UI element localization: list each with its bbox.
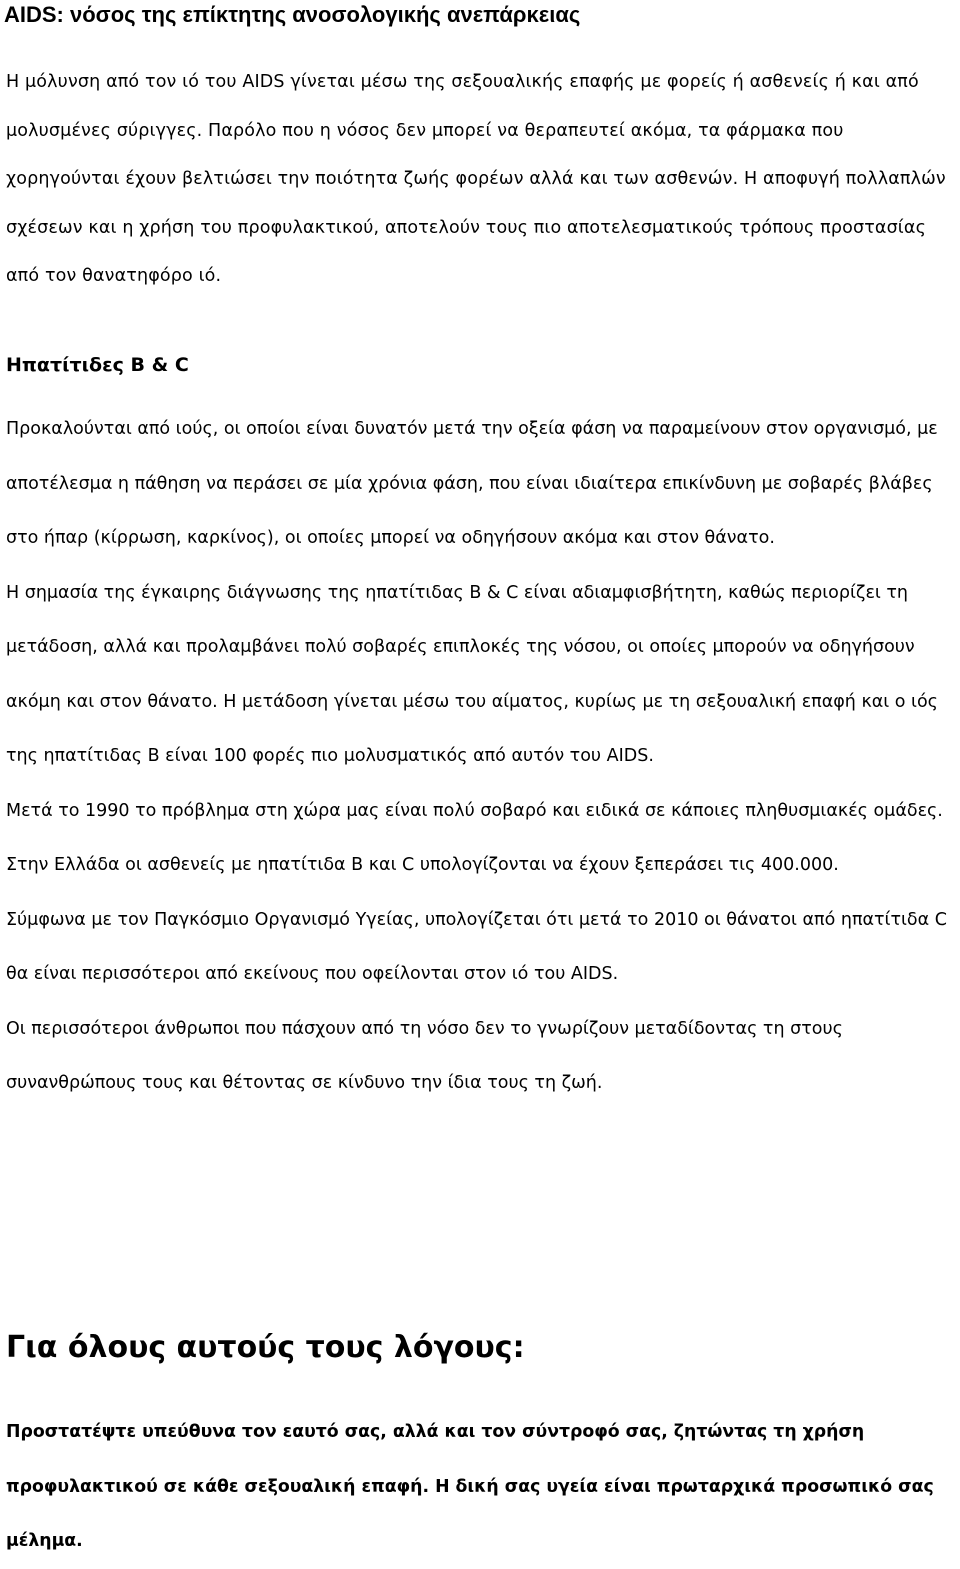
hepatitis-paragraph-1: Προκαλούνται από ιούς, οι οποίοι είναι δυνατόν μετά την οξεία φάση να παραμείνουν στον οργανισμό, με αποτέλεσμα η πάθηση να περάσει σε μία χρόνια φάση, που είναι ιδιαίτερα επικίνδυνη με σοβαρές βλάβες στο ήπαρ (κίρρωση, καρκίνος), οι οποίες μπορεί να οδηγήσουν ακόμα και στον θάνατο.: [6, 419, 938, 548]
hepatitis-paragraph-2: Η σημασία της έγκαιρης διάγνωσης της ηπατίτιδας Β & C είναι αδιαμφισβήτητη, καθώς περιορίζει τη μετάδοση, αλλά και προλαμβάνει πολύ σοβαρές επιπλοκές της νόσου, οι οποίες μπορούν να οδηγήσουν ακόμη και στον θάνατο. Η μετάδοση γίνεται μέσω του αίματος, κυρίως με τη σεξουαλική επαφή και ο ιός της ηπατίτιδας Β είναι 100 φορές πιο μολυσματικός από αυτόν του AIDS.: [6, 582, 938, 766]
hepatitis-paragraph-4: Στην Ελλάδα οι ασθενείς με ηπατίτιδα Β και C υπολογίζονται να έχουν ξεπεράσει τις 400.000.: [6, 855, 839, 875]
hepatitis-paragraph-3: Μετά το 1990 το πρόβλημα στη χώρα μας είναι πολύ σοβαρό και ειδικά σε κάποιες πληθυσμιακές ομάδες.: [6, 800, 943, 821]
hepatitis-body: [6, 402, 958, 1111]
aids-paragraph: Η μόλυνση από τον ιό του AIDS γίνεται μέσω της σεξουαλικής επαφής με φορείς ή ασθενείς ή και από μολυσμένες σύριγγες. Παρόλο που η νόσος δεν μπορεί να θεραπευτεί ακόμα, τα φάρμακα που χορηγούνται έχουν βελτιώσει την ποιότητα ζωής φορέων αλλά και των ασθενών. Η αποφυγή πολλαπλών σχέσεων και η χρήση του προφυλακτικού, αποτελούν τους πιο αποτελεσματικούς τρόπους προστασίας από τον θανατηφόρο ιό.: [6, 72, 946, 286]
closing-paragraph: Προστατέψτε υπεύθυνα τον εαυτό σας, αλλά και τον σύντροφό σας, ζητώντας τη χρήση προφυλακτικού σε κάθε σεξουαλική επαφή. Η δική σας υγεία είναι πρωταρχικά προσωπικό σας μέλημα.: [6, 1422, 934, 1551]
aids-heading: AIDS: νόσος της επίκτητης ανοσολογικής ανεπάρκειας: [4, 2, 581, 27]
hepatitis-paragraph-6: Οι περισσότεροι άνθρωποι που πάσχουν από τη νόσο δεν το γνωρίζουν μεταδίδοντας τη στους συνανθρώπους τους και θέτοντας σε κίνδυνο την ίδια τους τη ζωή.: [6, 1018, 843, 1093]
hepatitis-paragraph-5: Σύμφωνα με τον Παγκόσμιο Οργανισμό Υγείας, υπολογίζεται ότι μετά το 2010 οι θάνατοι από ηπατίτιδα C θα είναι περισσότεροι από εκείνους που οφείλονται στον ιό του AIDS.: [6, 909, 947, 984]
hepatitis-heading: Ηπατίτιδες Β & C: [6, 354, 189, 376]
reasons-heading: Για όλους αυτούς τους λόγους:: [6, 1330, 525, 1365]
